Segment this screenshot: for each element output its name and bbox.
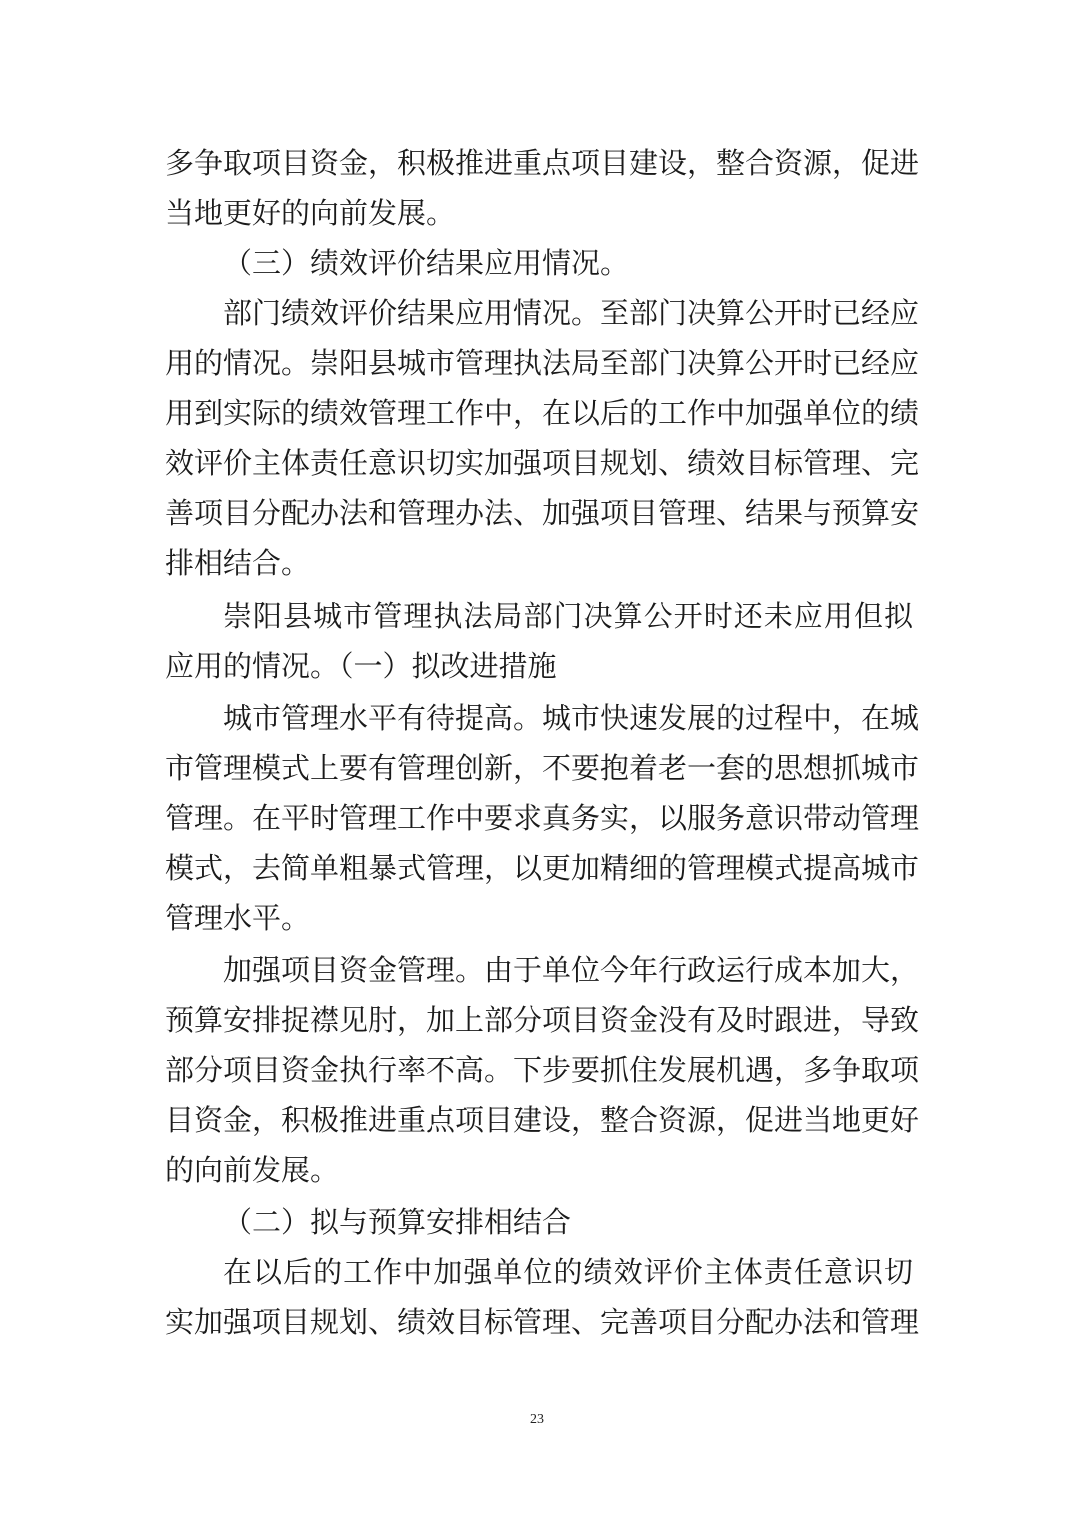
text-line: 的向前发展。 [165,1153,340,1187]
text-line: 部分项目资金执行率不高。下步要抓住发展机遇，多争取项 [165,1053,920,1087]
text-line: 效评价主体责任意识切实加强项目规划、绩效目标管理、完 [165,446,920,480]
page-number: 23 [530,1412,544,1427]
text-line: 用的情况。崇阳县城市管理执法局至部门决算公开时已经应 [165,346,920,380]
text-line: 管理水平。 [165,901,311,935]
text-line: 用到实际的绩效管理工作中，在以后的工作中加强单位的绩 [165,396,920,430]
text-line: 善项目分配办法和管理办法、加强项目管理、结果与预算安 [165,496,920,530]
text-line: 多争取项目资金，积极推进重点项目建设，整合资源，促进 [165,146,920,180]
text-line: 城市管理水平有待提高。城市快速发展的过程中，在城 [223,701,920,735]
text-line: 在以后的工作中加强单位的绩效评价主体责任意识切 [223,1255,913,1289]
section-heading: （二）拟与预算安排相结合 [223,1205,572,1239]
text-line: 预算安排捉襟见肘，加上部分项目资金没有及时跟进，导致 [165,1003,920,1037]
text-line: 当地更好的向前发展。 [165,196,456,230]
text-line: 市管理模式上要有管理创新，不要抱着老一套的思想抓城市 [165,751,920,785]
text-line: 目资金，积极推进重点项目建设，整合资源，促进当地更好 [165,1103,920,1137]
text-line: 部门绩效评价结果应用情况。至部门决算公开时已经应 [223,296,920,330]
text-line: 管理。在平时管理工作中要求真务实，以服务意识带动管理 [165,801,920,835]
text-line: 加强项目资金管理。由于单位今年行政运行成本加大， [223,953,920,987]
text-line: 崇阳县城市管理执法局部门决算公开时还未应用但拟 [223,599,913,633]
text-line: 应用的情况。（一）拟改进措施 [165,649,557,683]
text-line: 实加强项目规划、绩效目标管理、完善项目分配办法和管理 [165,1305,920,1339]
text-line: 模式，去简单粗暴式管理，以更加精细的管理模式提高城市 [165,851,920,885]
text-line: 排相结合。 [165,546,311,580]
section-heading: （三）绩效评价结果应用情况。 [223,246,630,280]
